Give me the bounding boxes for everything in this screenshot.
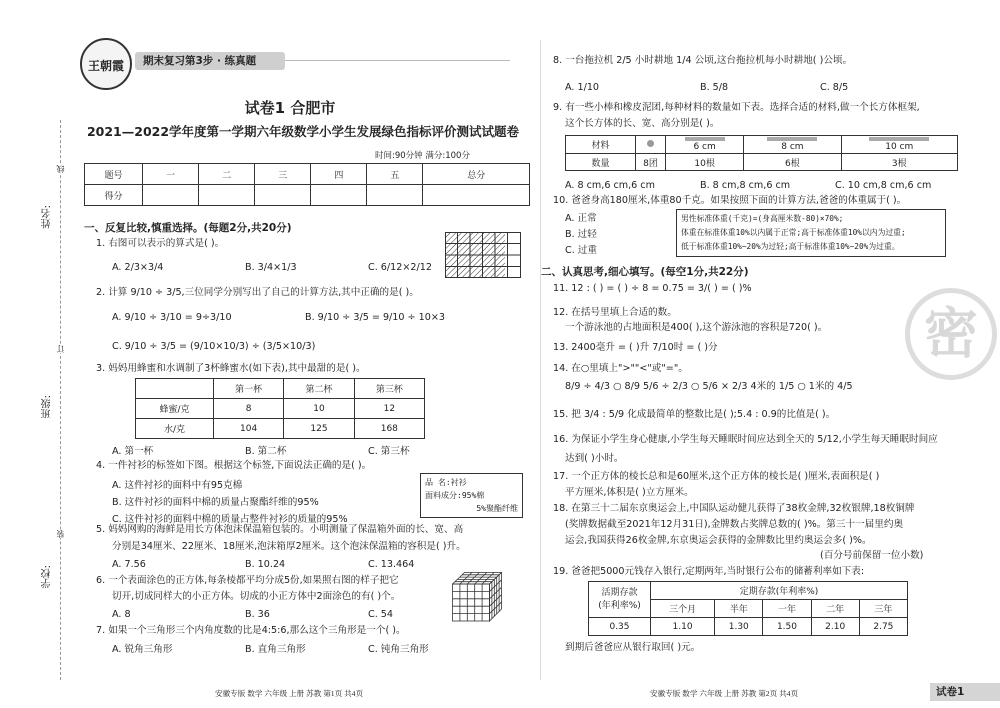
table-row [85, 185, 530, 206]
school-label: 学校: [42, 565, 53, 589]
table-cell: 10 [284, 399, 354, 419]
q8-option-a[interactable]: A. 1/10 [565, 82, 600, 93]
table-cell: 一 [143, 164, 199, 185]
label-line: 品 名:衬衫 [425, 478, 467, 487]
table-cell: 数量 [566, 154, 636, 171]
note-line: 低于标准体重10%~20%为过轻;高于标准体重10%~20%为过重。 [681, 242, 900, 251]
table-cell: 蜂蜜/克 [136, 399, 214, 419]
table-cell: 2.75 [859, 618, 907, 636]
q7-option-a[interactable]: A. 锐角三角形 [112, 644, 173, 655]
shirt-label [420, 473, 523, 518]
weight-formula-note [676, 209, 946, 257]
q1-option-c[interactable]: C. 6/12×2/12 [368, 262, 432, 273]
note-line: 男性标准体重(千克)=(身高厘米数-80)×70%; [681, 214, 844, 223]
q6-text: 6. 一个表面涂色的正方体,每条棱都平均分成5份,如果照右图的样子把它 [96, 575, 399, 586]
q1-grid-figure [445, 232, 521, 278]
q4-option-b[interactable]: B. 这件衬衫的面料中棉的质量占聚酯纤维的95% [112, 497, 319, 508]
q15-text: 15. 把 3/4 : 5/9 化成最简单的整数比是( );5.4 : 0.9的比值是( )。 [553, 409, 836, 420]
table-cell: 三 [255, 164, 311, 185]
q17-text: 17. 一个正方体的棱长总和是60厘米,这个正方体的棱长是( )厘米,表面积是( ) [553, 471, 880, 482]
table-cell: 总分 [423, 164, 530, 185]
q9-text: 9. 有一些小棒和橡皮泥团,每种材料的数量如下表。选择合适的材料,做一个长方体框架, [553, 102, 920, 113]
table-cell [666, 136, 744, 154]
table-cell: 1.50 [763, 618, 811, 636]
q17-text2: 平方厘米,体积是( )立方厘米。 [565, 487, 694, 498]
q4-text: 4. 一件衬衫的标签如下图。根据这个标签,下面说法正确的是( )。 [96, 460, 372, 471]
q7-text: 7. 如果一个三角形三个内角度数的比是4:5:6,那么这个三角形是一个( )。 [96, 625, 406, 636]
page-subtitle: 2021—2022学年度第一学期六年级数学小学生发展绿色指标评价测试试题卷 [86, 124, 520, 139]
page-title: 试卷1 合肥市 [244, 99, 336, 117]
q18-text2: (奖牌数据截至2021年12月31日),金牌数占奖牌总数的( )%。第三十一届里约奥 [565, 519, 904, 530]
q3-text: 3. 妈妈用蜂蜜和水调制了3杯蜂蜜水(如下表),其中最甜的是( )。 [96, 363, 366, 374]
time-score: 时间:90分钟 满分:100分 [375, 151, 470, 161]
score-table [84, 163, 530, 206]
q9-option-b[interactable]: B. 8 cm,8 cm,6 cm [700, 180, 791, 191]
paper-tag-text: 试卷1 [936, 686, 965, 698]
table-cell: 1.10 [651, 618, 715, 636]
q1-option-b[interactable]: B. 3/4×1/3 [245, 262, 297, 273]
q12-text: 12. 在括号里填上合适的数。 [553, 307, 677, 318]
table-cell: 第二杯 [284, 379, 354, 399]
q18-text4: (百分号前保留一位小数) [820, 550, 924, 561]
q11-text: 11. 12 : ( ) = ( ) ÷ 8 = 0.75 = 3/( ) = ( )% [553, 283, 752, 294]
seal-stamp-text: 密 [924, 302, 978, 365]
footer-left: 安徽专版 数学 六年级 上册 苏教 第1页 共4页 [215, 689, 364, 698]
table-row [136, 379, 425, 399]
q2-option-a[interactable]: A. 9/10 ÷ 3/10 = 9÷3/10 [112, 312, 232, 323]
table-cell: 6根 [744, 154, 841, 171]
logo-text: 王朝霞 [87, 59, 124, 73]
table-cell: 2.10 [811, 618, 859, 636]
q5-option-c[interactable]: C. 13.464 [368, 559, 415, 570]
table-cell [136, 379, 214, 399]
order-mark: 订 [56, 345, 65, 353]
logo [80, 38, 132, 90]
q6-option-a[interactable]: A. 8 [112, 609, 131, 620]
q8-option-c[interactable]: C. 8/5 [820, 82, 849, 93]
class-label: 班级: [42, 395, 53, 419]
q6-cube-figure [452, 572, 502, 622]
q5-text: 5. 妈妈网购的海鲜是用长方体泡沫保温箱包装的。小明测量了保温箱外面的长、宽、高 [96, 524, 464, 535]
stick-icon [767, 137, 817, 141]
table-row [589, 618, 908, 636]
q9-table [565, 135, 958, 171]
q8-option-b[interactable]: B. 5/8 [700, 82, 729, 93]
table-row [85, 164, 530, 185]
q16-text2: 达到( )小时。 [565, 453, 624, 464]
table-row [136, 399, 425, 419]
table-cell: 二年 [811, 600, 859, 618]
q7-option-c[interactable]: C. 钝角三角形 [368, 644, 429, 655]
q5-option-b[interactable]: B. 10.24 [245, 559, 286, 570]
table-cell: 材料 [566, 136, 636, 154]
top-rule [285, 60, 510, 61]
q16-text: 16. 为保证小学生身心健康,小学生每天睡眠时间应达到全天的 5/12,小学生每天睡眠时间应 [553, 434, 938, 445]
table-cell: 8 [213, 399, 283, 419]
q13-text: 13. 2400毫升 = ( )升 7/10时 = ( )分 [553, 342, 718, 353]
note-line: 体重在标准体重10%以内属于正常;高于标准体重10%以内为过重; [681, 228, 906, 237]
q18-text: 18. 在第三十二届东京奥运会上,中国队运动健儿获得了38枚金牌,32枚银牌,18枚铜牌 [553, 503, 915, 514]
header-line: (年利率%) [598, 600, 641, 611]
header-line: 活期存款 [601, 587, 638, 598]
q3-table [135, 378, 425, 439]
q19-text2: 到期后爸爸应从银行取回( )元。 [565, 642, 701, 653]
stick-icon [869, 137, 929, 141]
stick-length: 8 cm [781, 142, 804, 152]
table-row [566, 136, 958, 154]
table-cell: 三个月 [651, 600, 715, 618]
q9-option-c[interactable]: C. 10 cm,8 cm,6 cm [835, 180, 932, 191]
score-cell[interactable] [199, 185, 255, 206]
q1-option-a[interactable]: A. 2/3×3/4 [112, 262, 164, 273]
q10-option-a[interactable]: A. 正常 [565, 213, 597, 224]
score-cell[interactable] [367, 185, 423, 206]
score-cell[interactable] [423, 185, 530, 206]
table-cell: 12 [354, 399, 424, 419]
column-divider [540, 40, 541, 680]
table-cell [589, 582, 651, 618]
table-cell: 半年 [715, 600, 763, 618]
q14-text: 14. 在○里填上">""<"或"="。 [553, 363, 688, 374]
banner-text: 期末复习第3步 · 练真题 [143, 55, 257, 67]
q8-text: 8. 一台拖拉机 2/5 小时耕地 1/4 公顷,这台拖拉机每小时耕地( )公顷。 [553, 55, 853, 66]
q2-option-b[interactable]: B. 9/10 ÷ 3/5 = 9/10 ÷ 10×3 [305, 312, 445, 323]
q14-items: 8/9 ÷ 4/3 ○ 8/9 5/6 ÷ 2/3 ○ 5/6 × 2/3 4米的 1/5 ○ 1米的 4/5 [565, 381, 853, 392]
paper-tag [930, 683, 1000, 701]
table-cell: 0.35 [589, 618, 651, 636]
table-cell: 第三杯 [354, 379, 424, 399]
q10-text: 10. 爸爸身高180厘米,体重80千克。如果按照下面的计算方法,爸爸的体重属于( )。 [553, 195, 907, 206]
q1-text: 1. 右图可以表示的算式是( )。 [96, 238, 225, 249]
table-cell: 三年 [859, 600, 907, 618]
footer-right: 安徽专版 数学 六年级 上册 苏教 第2页 共4页 [650, 689, 799, 698]
q12-text2: 一个游泳池的占地面积是400( ),这个游泳池的容积是720( )。 [565, 322, 828, 333]
table-cell: 第一杯 [213, 379, 283, 399]
table-cell: 8团 [636, 154, 666, 171]
table-cell: 二 [199, 164, 255, 185]
q5-option-a[interactable]: A. 7.56 [112, 559, 146, 570]
score-cell[interactable] [255, 185, 311, 206]
stick-length: 10 cm [885, 142, 914, 152]
q18-text3: 运会,我国获得26枚金牌,东京奥运会获得的金牌数比里约奥运会多( )%。 [565, 535, 872, 546]
seal-stamp [905, 288, 997, 380]
q2-text: 2. 计算 9/10 ÷ 3/5,三位同学分别写出了自己的计算方法,其中正确的是( )。 [96, 287, 419, 298]
table-cell: 一年 [763, 600, 811, 618]
clay-ball-icon [647, 140, 654, 147]
table-cell: 定期存款(年利率%) [651, 582, 908, 600]
score-cell[interactable] [311, 185, 367, 206]
table-cell: 四 [311, 164, 367, 185]
q3-option-c[interactable]: C. 第三杯 [368, 446, 410, 457]
table-row [589, 582, 908, 600]
bind-mark: 装 [56, 530, 65, 538]
section-banner [135, 52, 285, 70]
label-line: 面料成分:95%棉 [425, 491, 485, 500]
line-mark: 线 [56, 165, 65, 173]
table-cell: 168 [354, 419, 424, 439]
table-row [566, 154, 958, 171]
q4-option-c[interactable]: C. 这件衬衫的面料中棉的质量占整件衬衫的质量的95% [112, 514, 348, 525]
q9-option-a[interactable]: A. 8 cm,6 cm,6 cm [565, 180, 655, 191]
stick-length: 6 cm [693, 142, 716, 152]
q6-text2: 切开,切成同样大的小正方体。切成的小正方体中2面涂色的有( )个。 [112, 591, 401, 602]
table-cell: 1.30 [715, 618, 763, 636]
q3-option-a[interactable]: A. 第一杯 [112, 446, 154, 457]
q10-option-b[interactable]: B. 过轻 [565, 229, 597, 240]
table-cell [841, 136, 957, 154]
table-cell: 五 [367, 164, 423, 185]
table-cell: 10根 [666, 154, 744, 171]
table-cell: 水/克 [136, 419, 214, 439]
q6-option-b[interactable]: B. 36 [245, 609, 270, 620]
score-cell[interactable] [143, 185, 199, 206]
table-row [136, 419, 425, 439]
q19-rate-table [588, 581, 908, 636]
table-cell: 3根 [841, 154, 957, 171]
table-cell [744, 136, 841, 154]
table-cell [636, 136, 666, 154]
table-cell: 104 [213, 419, 283, 439]
section2-heading: 二、认真思考,细心填写。(每空1分,共22分) [541, 266, 749, 278]
section1-heading: 一、反复比较,慎重选择。(每题2分,共20分) [84, 222, 292, 234]
q10-option-c[interactable]: C. 过重 [565, 245, 597, 256]
table-cell: 题号 [85, 164, 143, 185]
name-label: 姓名: [42, 205, 53, 229]
q3-option-b[interactable]: B. 第二杯 [245, 446, 287, 457]
stick-icon [685, 137, 725, 141]
q6-option-c[interactable]: C. 54 [368, 609, 394, 620]
q4-option-a[interactable]: A. 这件衬衫的面料中有95克棉 [112, 480, 243, 491]
q5-text2: 分别是34厘米、22厘米、18厘米,泡沫箱厚2厘米。这个泡沫保温箱的容积是( )升。 [112, 541, 466, 552]
q7-option-b[interactable]: B. 直角三角形 [245, 644, 306, 655]
q19-text: 19. 爸爸把5000元钱存入银行,定期两年,当时银行公布的储蓄利率如下表: [553, 566, 865, 577]
q9-text2: 这个长方体的长、宽、高分别是( )。 [565, 118, 720, 129]
table-cell: 得分 [85, 185, 143, 206]
label-line: 5%聚酯纤维 [476, 504, 518, 513]
binding-line [60, 120, 61, 680]
q2-option-c[interactable]: C. 9/10 ÷ 3/5 = (9/10×10/3) ÷ (3/5×10/3) [112, 341, 316, 352]
table-cell: 125 [284, 419, 354, 439]
